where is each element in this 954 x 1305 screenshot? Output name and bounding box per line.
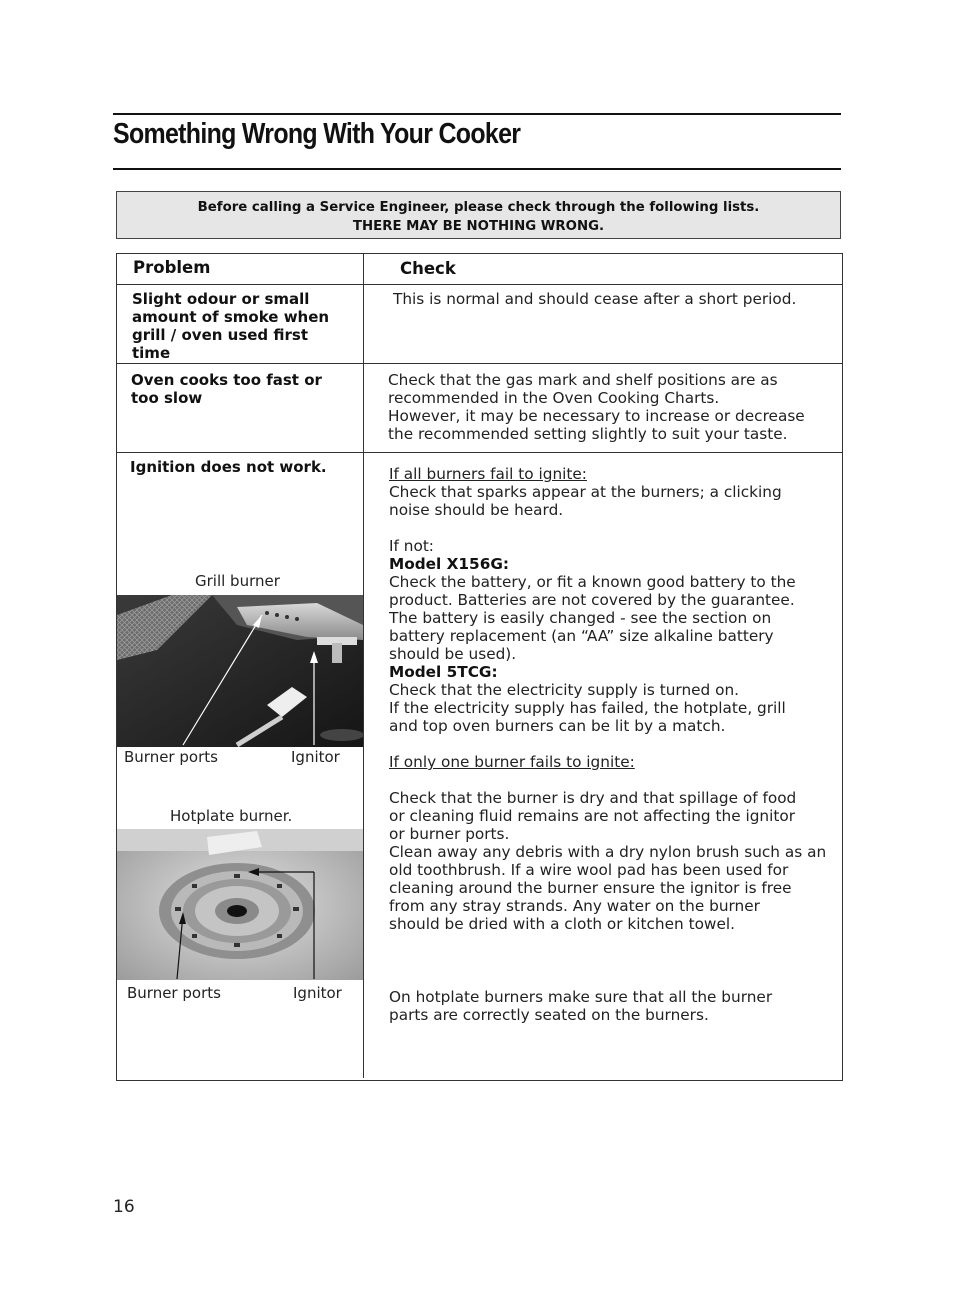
- hotplate-burner-photo: [117, 829, 363, 980]
- header-divider: [116, 284, 843, 285]
- model-x156g: Model X156G:: [389, 555, 510, 573]
- notice-line-2: THERE MAY BE NOTHING WRONG.: [352, 219, 605, 234]
- notice-box: [116, 191, 841, 239]
- column-divider: [363, 253, 364, 1078]
- problem-ignition: Ignition does not work.: [130, 458, 327, 476]
- row-divider-2: [116, 452, 843, 453]
- grill-burner-photo: [117, 595, 363, 747]
- problem-odour: Slight odour or small amount of smoke when grill / oven used first time: [132, 290, 330, 362]
- model-5tcg: Model 5TCG:: [389, 663, 498, 681]
- header-problem: Problem: [133, 258, 211, 277]
- hotplate-label-ports: Burner ports: [127, 984, 221, 1002]
- grill-label-ports: Burner ports: [124, 748, 218, 766]
- hotplate-label-ignitor: Ignitor: [293, 984, 342, 1002]
- check-oven-speed: Check that the gas mark and shelf positions are as recommended in the Oven Cooking Charts. However, it may be necessary to increase or decrease the recommended setting slightly to suit your taste.: [388, 371, 805, 443]
- grill-caption: Grill burner: [195, 572, 280, 590]
- all-burners-heading: If all burners fail to ignite:: [389, 465, 587, 483]
- check-odour: This is normal and should cease after a short period.: [393, 290, 797, 308]
- check-hotplate: On hotplate burners make sure that all the burner parts are correctly seated on the burners.: [389, 988, 773, 1024]
- page-number: 16: [113, 1197, 135, 1217]
- hotplate-caption: Hotplate burner.: [170, 807, 293, 825]
- header-check: Check: [400, 259, 456, 278]
- row-divider-1: [116, 363, 843, 364]
- title-rule: [113, 168, 841, 170]
- grill-label-ignitor: Ignitor: [291, 748, 340, 766]
- one-burner-heading: If only one burner fails to ignite:: [389, 753, 635, 771]
- notice-line-1: Before calling a Service Engineer, please check through the following lists.: [197, 200, 760, 215]
- problem-oven-speed: Oven cooks too fast or too slow: [131, 371, 322, 407]
- top-rule: [113, 113, 841, 115]
- page-title: Something Wrong With Your Cooker: [113, 118, 521, 150]
- check-ignition: If all burners fail to ignite: Check that sparks appear at the burners; a clicking noise should be heard. If not: Model X156G: Check the battery, or fit a known good battery to the product. Batteries are not covered by the guarantee. The battery is easily changed - see the section on battery replacement (an “AA” size alkaline battery should be used). Model 5TCG: Check that the electricity supply is turned on. If the electricity supply has failed, the hotplate, grill and top oven burners can be lit by a match. If only one burner fails to ignite: Check that the burner is dry and that spillage of food or cleaning fluid remains are not affecting the ignitor or burner ports. Clean away any debris with a dry nylon brush such as an old toothbrush. If a wire wool pad has been used for cleaning around the burner ensure the ignitor is free from any stray strands. Any water on the burner should be dried with a cloth or kitchen towel.: [389, 465, 827, 933]
